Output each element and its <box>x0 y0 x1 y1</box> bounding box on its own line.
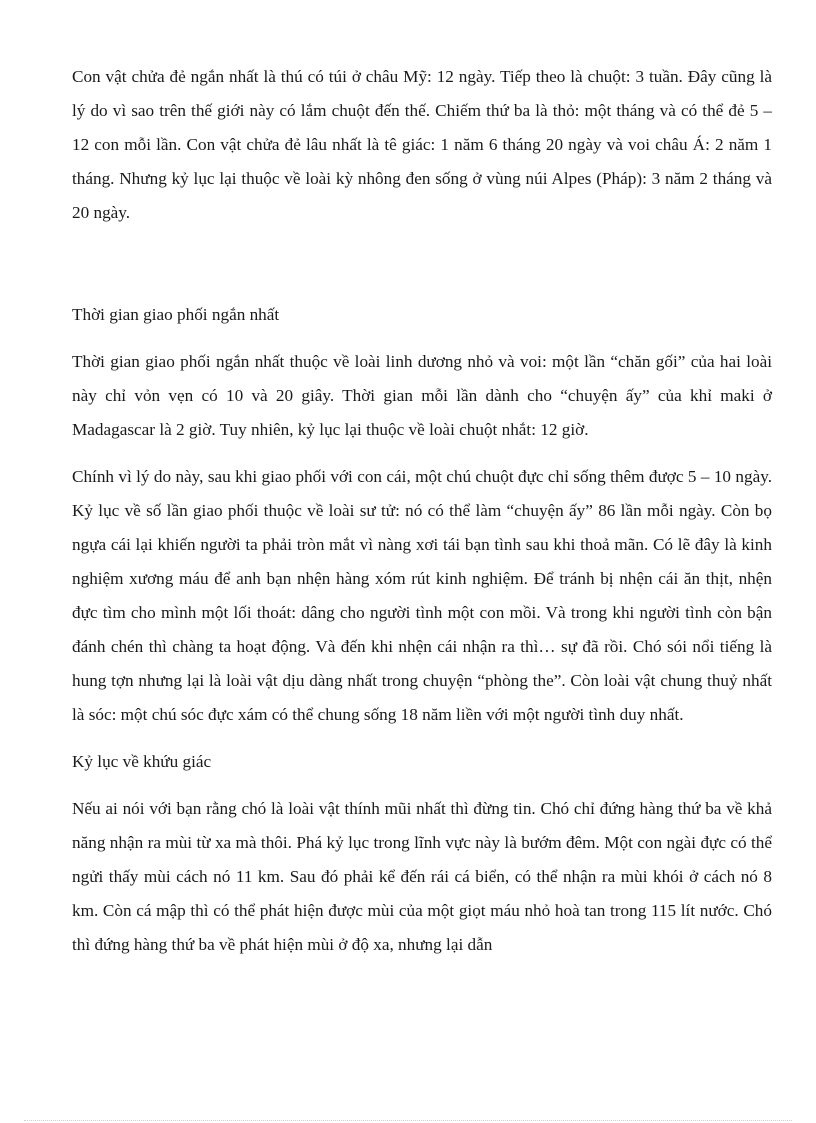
document-page <box>72 60 772 962</box>
spacer <box>72 332 772 345</box>
paragraph-mating-2: Chính vì lý do này, sau khi giao phối với con cái, một chú chuột đực chỉ sống thêm được 5 – 10 ngày. Kỷ lục về số lần giao phối thuộc về loài sư tử: nó có thể làm “chuyện ấy” 86 lần mỗi ngày. Còn bọ ngựa cái lại khiến người ta phải tròn mắt vì nàng xơi tái bạn tình sau khi thoả mãn. Có lẽ đây là kinh nghiệm xương máu để anh bạn nhện hàng xóm rút kinh nghiệm. Để tránh bị nhện cái ăn thịt, nhện đực tìm cho mình một lối thoát: dâng cho người tình một con mồi. Và trong khi người tình còn bận đánh chén thì chàng ta hoạt động. Và đến khi nhện cái nhận ra thì… sự đã rồi. Chó sói nổi tiếng là hung tợn nhưng lại là loài vật dịu dàng nhất trong chuyện “phòng the”. Còn loài vật chung thuỷ nhất là sóc: một chú sóc đực xám có thể chung sống 18 năm liền với một người tình duy nhất. <box>72 467 772 724</box>
paragraph-gestation: Con vật chửa đẻ ngắn nhất là thú có túi ở châu Mỹ: 12 ngày. Tiếp theo là chuột: 3 tuần. Đây cũng là lý do vì sao trên thế giới này có lắm chuột đến thế. Chiếm thứ ba là thỏ: một tháng và có thể đẻ 5 – 12 con mỗi lần. Con vật chửa đẻ lâu nhất là tê giác: 1 năm 6 tháng 20 ngày và voi châu Á: 2 năm 1 tháng. Nhưng kỷ lục lại thuộc về loài kỳ nhông đen sống ở vùng núi Alpes (Pháp): 3 năm 2 tháng và 20 ngày. <box>72 67 772 222</box>
spacer <box>72 779 772 792</box>
paragraph-smell: Nếu ai nói với bạn rằng chó là loài vật thính mũi nhất thì đừng tin. Chó chỉ đứng hàng thứ ba về khả năng nhận ra mùi từ xa mà thôi. Phá kỷ lục trong lĩnh vực này là bướm đêm. Một con ngài đực có thể ngửi thấy mùi cách nó 11 km. Sau đó phải kể đến rái cá biển, có thể nhận ra mùi khói ở cách nó 8 km. Còn cá mập thì có thể phát hiện được mùi của một giọt máu nhỏ hoà tan trong 115 lít nước. Chó thì đứng hàng thứ ba về phát hiện mùi ở độ xa, nhưng lại dẫn <box>72 799 772 954</box>
spacer <box>72 447 772 460</box>
heading-mating: Thời gian giao phối ngắn nhất <box>72 305 280 324</box>
spacer <box>72 230 772 298</box>
spacer <box>72 732 772 745</box>
paragraph-mating-1: Thời gian giao phối ngắn nhất thuộc về loài linh dương nhỏ và voi: một lần “chăn gối” của hai loài này chỉ vỏn vẹn có 10 và 20 giây. Thời gian mỗi lần dành cho “chuyện ấy” của khỉ maki ở Madagascar là 2 giờ. Tuy nhiên, kỷ lục lại thuộc về loài chuột nhắt: 12 giờ. <box>72 352 772 439</box>
page-bottom-divider <box>24 1120 792 1121</box>
heading-smell: Kỷ lục về khứu giác <box>72 752 212 771</box>
